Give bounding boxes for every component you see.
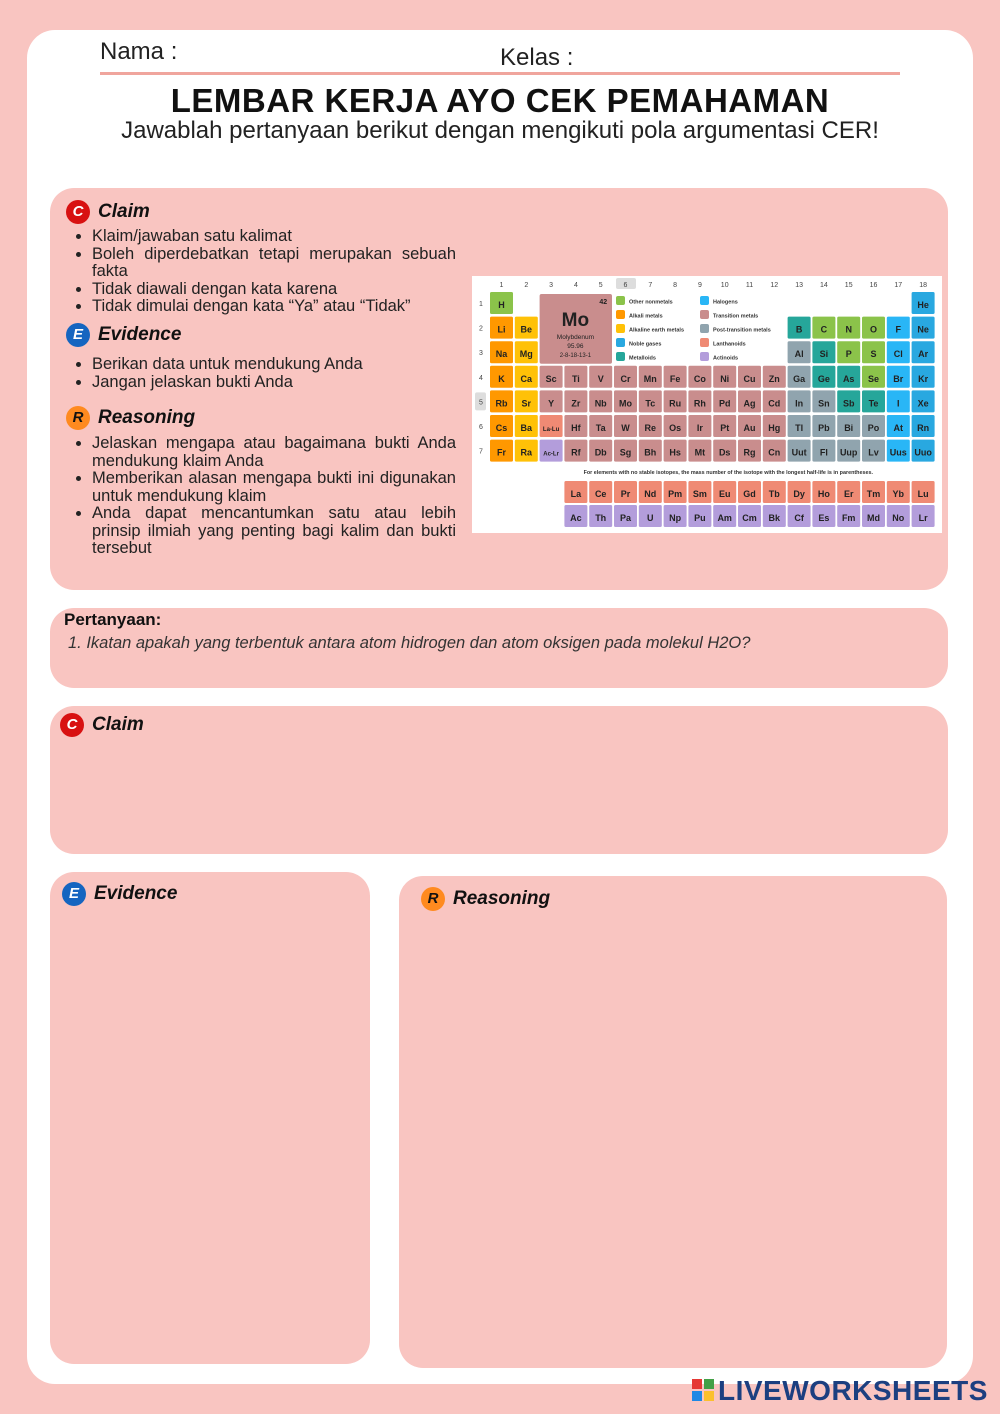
element-symbol: Na bbox=[495, 349, 508, 360]
element-symbol: Gd bbox=[743, 489, 756, 499]
element-symbol: Md bbox=[867, 513, 880, 523]
guide-reasoning-list bbox=[68, 435, 456, 558]
element-symbol: La-Lu bbox=[542, 427, 560, 433]
element-symbol: Nb bbox=[594, 398, 607, 409]
list-item: • Memberikan alasan mengapa bukti ini digunakan untuk mendukung klaim bbox=[92, 470, 456, 505]
question-text: 1. Ikatan apakah yang terbentuk antara atom hidrogen dan atom oksigen pada molekul H2O? bbox=[68, 634, 751, 652]
element-symbol: Lu bbox=[917, 489, 929, 499]
kelas-label: Kelas : bbox=[500, 44, 574, 71]
element-symbol: Cu bbox=[743, 373, 756, 384]
element-symbol: Fe bbox=[669, 373, 681, 384]
element-symbol: Rf bbox=[571, 447, 581, 458]
element-symbol: Yb bbox=[892, 489, 905, 499]
group-label: 18 bbox=[919, 282, 927, 289]
element-symbol: Kr bbox=[918, 373, 929, 384]
featured-symbol: Mo bbox=[561, 310, 590, 331]
element-symbol: Ir bbox=[696, 423, 703, 433]
footer-brand: LIVEWORKSHEETS bbox=[718, 1375, 988, 1406]
legend-swatch bbox=[616, 324, 625, 333]
evidence-badge-icon: E bbox=[62, 882, 86, 906]
element-symbol: Uut bbox=[791, 447, 807, 458]
element-symbol: V bbox=[597, 373, 604, 384]
element-symbol: Os bbox=[669, 423, 682, 433]
element-symbol: Al bbox=[794, 349, 804, 360]
element-symbol: S bbox=[870, 349, 877, 360]
element-symbol: Am bbox=[717, 513, 732, 523]
list-item: • Anda dapat mencantumkan satu atau lebih prinsip ilmiah yang penting bagi kalim dan bukti tersebut bbox=[92, 505, 456, 558]
element-symbol: Pr bbox=[620, 489, 631, 499]
legend-swatch bbox=[616, 310, 625, 319]
element-symbol: As bbox=[842, 373, 855, 384]
evidence-answer-box[interactable] bbox=[50, 872, 370, 1364]
element-symbol: Ne bbox=[917, 324, 929, 335]
period-label: 6 bbox=[479, 424, 483, 431]
list-item: • Tidak dimulai dengan kata “Ya” atau “Tidak” bbox=[92, 298, 456, 316]
answer-evidence-heading bbox=[62, 882, 177, 906]
guide-claim-title: Claim bbox=[98, 201, 150, 223]
element-symbol: Si bbox=[819, 349, 829, 360]
element-symbol: Co bbox=[693, 373, 706, 384]
element-symbol: Po bbox=[867, 423, 880, 433]
legend-label: Alkaline earth metals bbox=[629, 327, 685, 334]
answer-evidence-title: Evidence bbox=[94, 883, 178, 905]
liveworksheets-logo bbox=[692, 1375, 988, 1407]
element-symbol: Br bbox=[893, 373, 904, 384]
element-symbol: Db bbox=[594, 447, 607, 458]
guide-reasoning-title: Reasoning bbox=[98, 407, 196, 429]
element-symbol: Tb bbox=[768, 489, 780, 499]
group-label: 17 bbox=[894, 282, 903, 289]
group-label: 2 bbox=[524, 282, 529, 289]
list-item: • Klaim/jawaban satu kalimat bbox=[92, 228, 456, 246]
period-label: 7 bbox=[479, 448, 483, 456]
element-symbol: Ac bbox=[570, 513, 582, 523]
element-symbol: F bbox=[895, 324, 902, 335]
element-symbol: La bbox=[570, 489, 582, 499]
question-label: Pertanyaan: bbox=[64, 610, 162, 629]
element-symbol: Eu bbox=[718, 489, 731, 499]
legend-label: Alkali metals bbox=[629, 313, 663, 320]
element-symbol: B bbox=[795, 324, 803, 335]
element-symbol: W bbox=[621, 423, 630, 433]
element-symbol: Re bbox=[644, 423, 657, 433]
element-symbol: Fm bbox=[841, 513, 856, 523]
group-label: 14 bbox=[820, 282, 828, 289]
page-title: LEMBAR KERJA AYO CEK PEMAHAMAN bbox=[170, 82, 830, 119]
element-symbol: Cm bbox=[742, 513, 757, 523]
group-label: 16 bbox=[869, 282, 878, 289]
element-symbol: U bbox=[647, 513, 654, 523]
legend-label: Halogens bbox=[713, 299, 738, 306]
element-symbol: Pm bbox=[668, 489, 683, 499]
legend-swatch bbox=[700, 338, 709, 347]
element-symbol: No bbox=[892, 513, 905, 523]
element-symbol: Sb bbox=[842, 398, 855, 409]
table-note: For elements with no stable isotopes, the mass number of the isotope with the longest half-life is in parentheses. bbox=[583, 470, 873, 476]
group-label: 5 bbox=[598, 282, 603, 289]
answer-reasoning-heading bbox=[421, 887, 550, 911]
element-symbol: Mt bbox=[694, 447, 706, 458]
element-cell bbox=[540, 440, 563, 462]
element-symbol: Ra bbox=[520, 447, 533, 458]
featured-number: 42 bbox=[599, 299, 608, 306]
element-symbol: Te bbox=[868, 398, 879, 409]
group-label: 4 bbox=[573, 282, 578, 289]
group-label: 8 bbox=[673, 282, 678, 289]
group-label: 1 bbox=[499, 282, 504, 289]
element-symbol: Cd bbox=[768, 398, 781, 409]
claim-badge-icon: C bbox=[66, 200, 90, 224]
element-symbol: Ca bbox=[520, 373, 533, 384]
element-symbol: Cs bbox=[495, 423, 508, 433]
element-symbol: Mo bbox=[619, 398, 632, 409]
element-symbol: Uus bbox=[889, 447, 907, 458]
nama-label: Nama : bbox=[100, 38, 178, 65]
element-symbol: Zr bbox=[571, 398, 581, 409]
element-symbol: Tm bbox=[866, 489, 881, 499]
reasoning-badge-icon: R bbox=[66, 406, 90, 430]
guide-claim-heading bbox=[66, 200, 150, 224]
element-symbol: Cr bbox=[620, 373, 631, 384]
element-symbol: Lr bbox=[918, 513, 928, 523]
element-symbol: Ce bbox=[594, 489, 607, 499]
reasoning-badge-icon: R bbox=[421, 887, 445, 911]
element-symbol: Bh bbox=[644, 447, 657, 458]
group-label: 12 bbox=[770, 282, 779, 289]
legend-label: Other nonmetals bbox=[629, 299, 673, 306]
legend-label: Noble gases bbox=[629, 341, 662, 348]
logo-grid-icon bbox=[692, 1379, 714, 1401]
answer-claim-heading bbox=[60, 713, 144, 737]
element-symbol: Zn bbox=[768, 373, 780, 384]
legend-swatch bbox=[616, 338, 625, 347]
legend-swatch bbox=[700, 296, 709, 305]
element-symbol: Ta bbox=[595, 423, 606, 433]
group-label: 6 bbox=[623, 282, 628, 289]
element-symbol: Be bbox=[520, 324, 533, 335]
element-symbol: Bi bbox=[844, 423, 854, 433]
element-symbol: Sc bbox=[545, 373, 557, 384]
element-symbol: Ho bbox=[817, 489, 830, 499]
element-symbol: Lv bbox=[868, 447, 879, 458]
header-divider bbox=[100, 72, 900, 75]
element-symbol: Au bbox=[743, 423, 756, 433]
element-symbol: Y bbox=[548, 398, 555, 409]
legend-label: Post-transition metals bbox=[713, 327, 771, 334]
element-symbol: Mn bbox=[643, 373, 657, 384]
element-symbol: I bbox=[897, 398, 900, 409]
period-label: 4 bbox=[479, 374, 483, 382]
group-label: 11 bbox=[745, 282, 754, 289]
element-symbol: Cl bbox=[893, 349, 903, 360]
element-symbol: O bbox=[869, 324, 878, 335]
answer-reasoning-title: Reasoning bbox=[453, 888, 551, 910]
element-symbol: Mg bbox=[519, 349, 533, 360]
element-symbol: Dy bbox=[793, 489, 805, 499]
element-symbol: Es bbox=[818, 513, 830, 523]
element-symbol: Uuo bbox=[914, 447, 932, 458]
list-item: • Tidak diawali dengan kata karena bbox=[92, 281, 456, 299]
periodic-table-svg bbox=[472, 276, 942, 533]
legend-swatch bbox=[700, 352, 709, 361]
element-symbol: Rg bbox=[743, 447, 756, 458]
legend-swatch bbox=[700, 310, 709, 319]
legend-swatch bbox=[616, 296, 625, 305]
guide-claim-list bbox=[68, 228, 456, 316]
featured-mass: 95.96 bbox=[567, 343, 584, 350]
list-item: • Berikan data untuk mendukung Anda bbox=[92, 356, 456, 374]
element-symbol: Nd bbox=[644, 489, 657, 499]
element-symbol: Er bbox=[843, 489, 854, 499]
element-symbol: Tl bbox=[795, 423, 804, 433]
element-symbol: Ti bbox=[571, 373, 580, 384]
element-symbol: Ge bbox=[817, 373, 830, 384]
claim-badge-icon: C bbox=[60, 713, 84, 737]
element-symbol: Sm bbox=[692, 489, 707, 499]
element-symbol: C bbox=[820, 324, 828, 335]
element-symbol: Sn bbox=[818, 398, 830, 409]
element-symbol: Fr bbox=[497, 447, 506, 458]
element-symbol: Pt bbox=[720, 423, 730, 433]
element-symbol: Fl bbox=[819, 447, 828, 458]
element-symbol: Sg bbox=[619, 447, 632, 458]
evidence-badge-icon: E bbox=[66, 323, 90, 347]
element-symbol: Ar bbox=[918, 349, 929, 360]
featured-config: 2-8-18-13-1 bbox=[559, 353, 592, 359]
legend-swatch bbox=[616, 352, 625, 361]
group-label: 9 bbox=[697, 282, 702, 289]
element-symbol: Ds bbox=[718, 447, 731, 458]
legend-label: Lanthanoids bbox=[713, 341, 746, 348]
element-symbol: Ni bbox=[720, 373, 730, 384]
element-symbol: He bbox=[917, 300, 929, 310]
element-symbol: P bbox=[845, 349, 852, 360]
guide-evidence-list bbox=[68, 356, 456, 391]
element-symbol: In bbox=[795, 398, 804, 409]
element-symbol: Pa bbox=[619, 513, 632, 523]
group-label: 7 bbox=[648, 282, 653, 289]
element-symbol: K bbox=[498, 373, 505, 384]
legend-swatch bbox=[700, 324, 709, 333]
periodic-table-image bbox=[472, 276, 942, 533]
element-symbol: Hf bbox=[571, 423, 581, 433]
featured-name: Molybdenum bbox=[556, 334, 595, 341]
element-symbol: At bbox=[893, 423, 904, 433]
element-symbol: Pb bbox=[818, 423, 830, 433]
element-symbol: Sr bbox=[521, 398, 532, 409]
element-cell bbox=[540, 415, 563, 437]
list-item: • Jangan jelaskan bukti Anda bbox=[92, 374, 456, 392]
element-symbol: Hs bbox=[669, 447, 681, 458]
legend-label: Metalloids bbox=[629, 355, 656, 362]
legend-label: Transition metals bbox=[713, 313, 759, 320]
list-item: • Jelaskan mengapa atau bagaimana bukti Anda mendukung klaim Anda bbox=[92, 435, 456, 470]
element-symbol: Rn bbox=[917, 423, 930, 433]
element-symbol: Ag bbox=[743, 398, 756, 409]
period-label: 3 bbox=[479, 350, 483, 358]
element-symbol: H bbox=[498, 300, 505, 310]
guide-reasoning-heading bbox=[66, 406, 195, 430]
element-symbol: Ac-Lr bbox=[543, 451, 559, 458]
answer-claim-title: Claim bbox=[92, 714, 144, 736]
element-symbol: Uup bbox=[839, 447, 858, 458]
element-symbol: Se bbox=[867, 373, 880, 384]
period-label: 2 bbox=[479, 325, 483, 333]
element-symbol: Ga bbox=[793, 373, 806, 384]
element-symbol: Hg bbox=[768, 423, 781, 433]
element-symbol: Pd bbox=[718, 398, 731, 409]
guide-evidence-heading bbox=[66, 323, 181, 347]
element-symbol: Np bbox=[669, 513, 682, 523]
page-subtitle: Jawablah pertanyaan berikut dengan mengikuti pola argumentasi CER! bbox=[121, 117, 879, 144]
element-symbol: Xe bbox=[917, 398, 929, 409]
list-item: • Boleh diperdebatkan tetapi merupakan sebuah fakta bbox=[92, 246, 456, 281]
element-symbol: Cf bbox=[794, 513, 804, 523]
group-label: 15 bbox=[844, 282, 853, 289]
element-symbol: Li bbox=[497, 324, 506, 335]
group-label: 3 bbox=[549, 282, 554, 289]
element-symbol: Ru bbox=[669, 398, 682, 409]
element-symbol: Rh bbox=[693, 398, 706, 409]
element-symbol: Ba bbox=[520, 423, 533, 433]
legend-label: Actinoids bbox=[713, 355, 739, 362]
period-label: 1 bbox=[479, 301, 483, 308]
element-symbol: Bk bbox=[768, 513, 781, 523]
element-symbol: Pu bbox=[694, 513, 706, 523]
guide-evidence-title: Evidence bbox=[98, 324, 182, 346]
period-label: 5 bbox=[479, 399, 483, 407]
element-symbol: Th bbox=[595, 513, 607, 523]
element-symbol: Rb bbox=[495, 398, 508, 409]
reasoning-answer-box[interactable] bbox=[399, 876, 947, 1368]
claim-answer-box[interactable] bbox=[50, 706, 948, 854]
group-label: 13 bbox=[795, 282, 803, 289]
group-label: 10 bbox=[720, 282, 729, 289]
element-symbol: N bbox=[845, 324, 852, 335]
element-symbol: Cn bbox=[768, 447, 781, 458]
element-symbol: Tc bbox=[645, 398, 656, 409]
